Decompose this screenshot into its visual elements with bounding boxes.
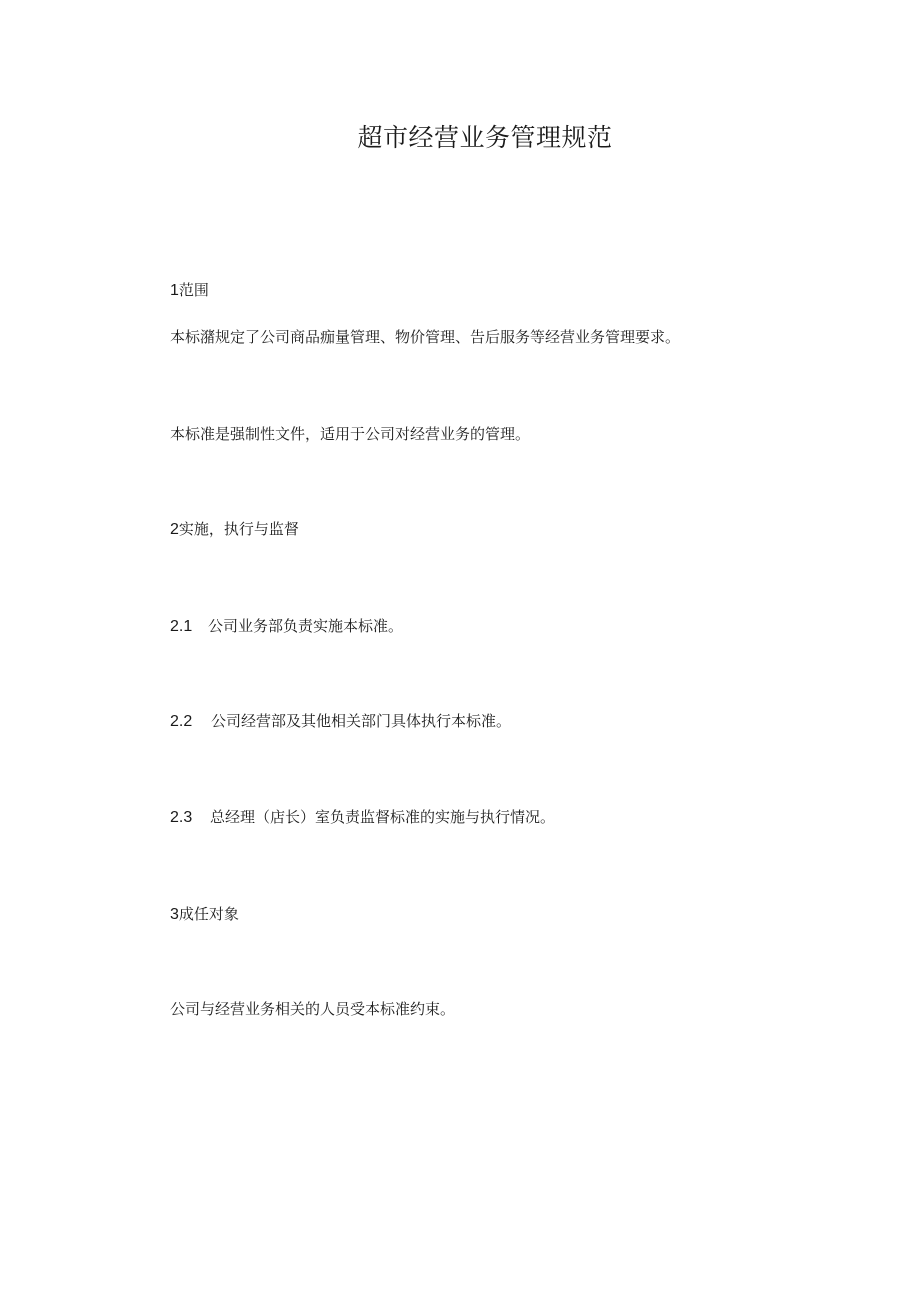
clause-2-1 <box>170 615 403 638</box>
clause-2-2 <box>170 710 511 733</box>
section-heading-scope <box>170 279 209 302</box>
paragraph-target-content: 公司与经营业务相关的人员受本标准约束。 <box>170 1000 456 1018</box>
clause-2-3 <box>170 806 555 829</box>
paragraph-scope-content: 本标潴规定了公司商品痂量管理、物价管理、告后服务等经营业务管理要求。 <box>170 328 681 346</box>
clause-number: 2.2 <box>170 713 193 730</box>
section-number: 3 <box>170 906 179 923</box>
clause-number: 2.1 <box>170 618 193 635</box>
clause-text: 公司业务部负责实施本标准。 <box>208 617 404 635</box>
section-number: 1 <box>170 282 179 299</box>
clause-text: 公司经营部及其他相关部门具体执行本标准。 <box>211 712 512 730</box>
section-number: 2 <box>170 521 179 538</box>
section-heading-text: 成任对象 <box>178 905 239 923</box>
section-heading-text: 实施，执行与监督 <box>178 520 299 538</box>
clause-number: 2.3 <box>170 809 193 826</box>
clause-text: 总经理（店长）室负责监督标准的实施与执行情况。 <box>210 808 556 826</box>
section-heading-text: 范围 <box>178 281 209 299</box>
section-heading-implementation <box>170 518 299 541</box>
paragraph-applicability: 本标准是强制性文件，适用于公司对经营业务的管理。 <box>170 425 531 443</box>
section-heading-target <box>170 903 239 926</box>
document-title: 超市经营业务管理规范 <box>357 123 613 152</box>
